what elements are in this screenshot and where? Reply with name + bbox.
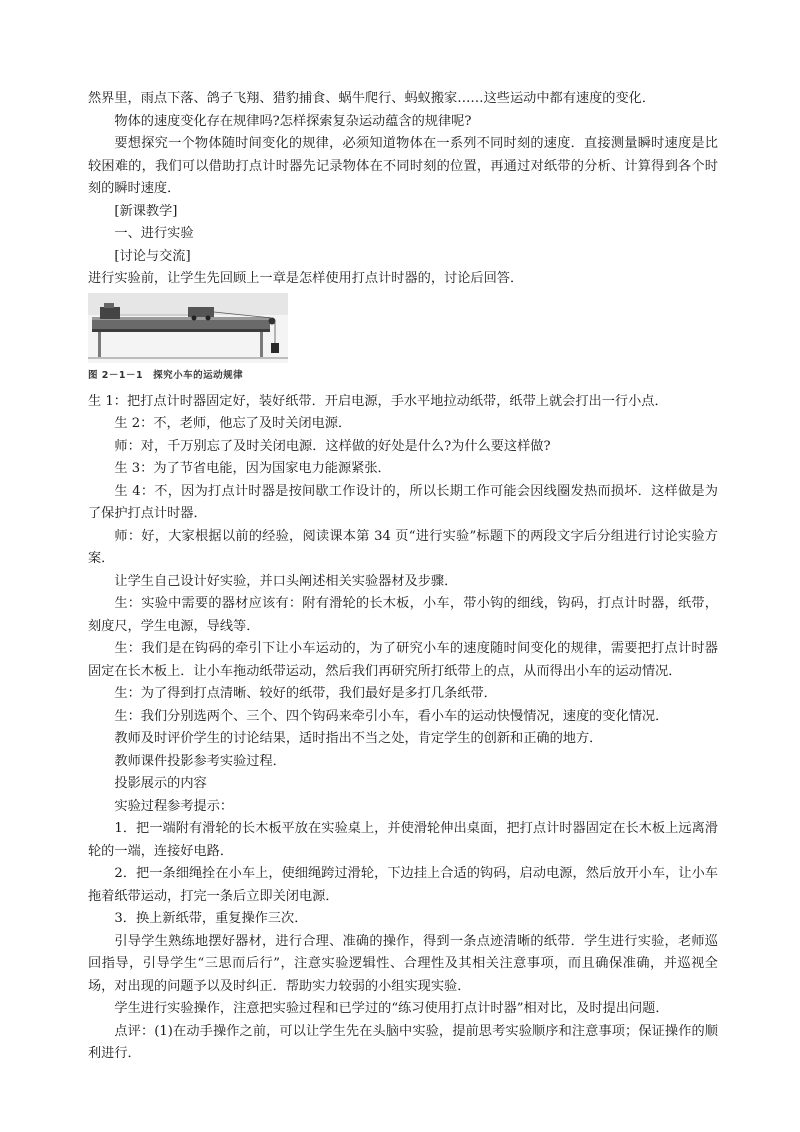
paragraph: 让学生自己设计好实验，并口头阐述相关实验器材及步骤． bbox=[114, 573, 458, 589]
paragraph: 物体的速度变化存在规律吗?怎样探索复杂运动蕴含的规律呢? bbox=[114, 113, 472, 129]
paragraph: 引导学生熟练地摆好器材，进行合理、准确的操作，得到一条点迹清晰的纸带．学生进行实验，老师巡回指导，引导学生“三思而后行”，注意实验逻辑性、合理性及其相关注意事项，而且确保准确，并巡视全场，对出现的问题予以及时纠正．帮助实力较弱的小组实现实验． bbox=[88, 933, 718, 994]
paragraph: [讨论与交流] bbox=[114, 248, 191, 264]
paragraph: 学生进行实验操作，注意把实验过程和已学过的“练习使用打点计时器”相对比，及时提出问题． bbox=[114, 1001, 669, 1016]
paragraph: 实验过程参考提示： bbox=[114, 798, 234, 814]
figure-caption: 图 2－1－1 探究小车的运动规律 bbox=[88, 369, 244, 381]
paragraph: 要想探究一个物体随时间变化的规律，必须知道物体在一系列不同时刻的速度．直接测量瞬时速度是比较困难的，我们可以借助打点计时器先记录物体在不同时刻的位置，再通过对纸带的分析、计算得到各个时刻的瞬时速度． bbox=[88, 136, 718, 196]
paragraph: 生：我们是在钩码的牵引下让小车运动的，为了研究小车的速度随时间变化的规律，需要把打点计时器固定在长木板上．让小车拖动纸带运动，然后我们再研究所打纸带上的点，从而得出小车的运动情况． bbox=[88, 641, 718, 679]
experiment-apparatus-photo-icon bbox=[88, 293, 288, 363]
paragraph: 生 4：不，因为打点计时器是按间歇工作设计的，所以长期工作可能会因线圈发热而损坏．这样做是为了保护打点计时器． bbox=[88, 483, 718, 521]
paragraph: 投影展示的内容 bbox=[114, 776, 207, 791]
paragraph: 生 2：不，老师，他忘了及时关闭电源． bbox=[114, 416, 352, 431]
paragraph: 进行实验前，让学生先回顾上一章是怎样使用打点计时器的，讨论后回答． bbox=[88, 271, 524, 286]
paragraph: 师：对，千万别忘了及时关闭电源．这样做的好处是什么?为什么要这样做? bbox=[114, 438, 551, 454]
paragraph: 3．换上新纸带，重复操作三次． bbox=[114, 911, 308, 926]
paragraph: [新课教学] bbox=[114, 203, 178, 219]
paragraph: 点评：(1)在动手操作之前，可以让学生先在头脑中实验，提前思考实验顺序和注意事项；保证操作的顺利进行． bbox=[88, 1023, 718, 1061]
paragraph: 教师课件投影参考实验过程． bbox=[114, 753, 286, 769]
paragraph: 然界里，雨点下落、鸽子飞翔、猎豹捕食、蜗牛爬行、蚂蚁搬家……这些运动中都有速度的变化． bbox=[88, 91, 656, 106]
paragraph: 教师及时评价学生的讨论结果，适时指出不当之处，肯定学生的创新和正确的地方． bbox=[114, 731, 603, 746]
text-block-bottom bbox=[88, 391, 718, 1066]
paragraph: 一、进行实验 bbox=[114, 226, 194, 241]
paragraph: 生：我们分别选两个、三个、四个钩码来牵引小车，看小车的运动快慢情况，速度的变化情况． bbox=[114, 708, 669, 724]
paragraph: 师：好，大家根据以前的经验，阅读课本第 34 页“进行实验”标题下的两段文字后分组进行讨论实验方案． bbox=[88, 528, 718, 566]
document-page bbox=[88, 88, 718, 1066]
paragraph: 2．把一条细绳拴在小车上，使细绳跨过滑轮，下边挂上合适的钩码，启动电源，然后放开小车，让小车拖着纸带运动，打完一条后立即关闭电源． bbox=[88, 866, 718, 904]
text-block-top bbox=[88, 88, 718, 291]
paragraph: 1．把一端附有滑轮的长木板平放在实验桌上，并使滑轮伸出桌面，把打点计时器固定在长木板上远离滑轮的一端，连接好电路． bbox=[88, 821, 718, 859]
figure-experiment bbox=[88, 293, 288, 389]
paragraph: 生：实验中需要的器材应该有：附有滑轮的长木板，小车，带小钩的细线，钩码，打点计时器，纸带，刻度尺，学生电源，导线等． bbox=[88, 596, 718, 634]
paragraph: 生 3：为了节省电能，因为国家电力能源紧张． bbox=[114, 461, 391, 476]
paragraph: 生 1：把打点计时器固定好，装好纸带．开启电源，手水平地拉动纸带，纸带上就会打出一行小点． bbox=[88, 393, 668, 409]
paragraph: 生：为了得到打点清晰、较好的纸带，我们最好是多打几条纸带． bbox=[114, 686, 497, 701]
